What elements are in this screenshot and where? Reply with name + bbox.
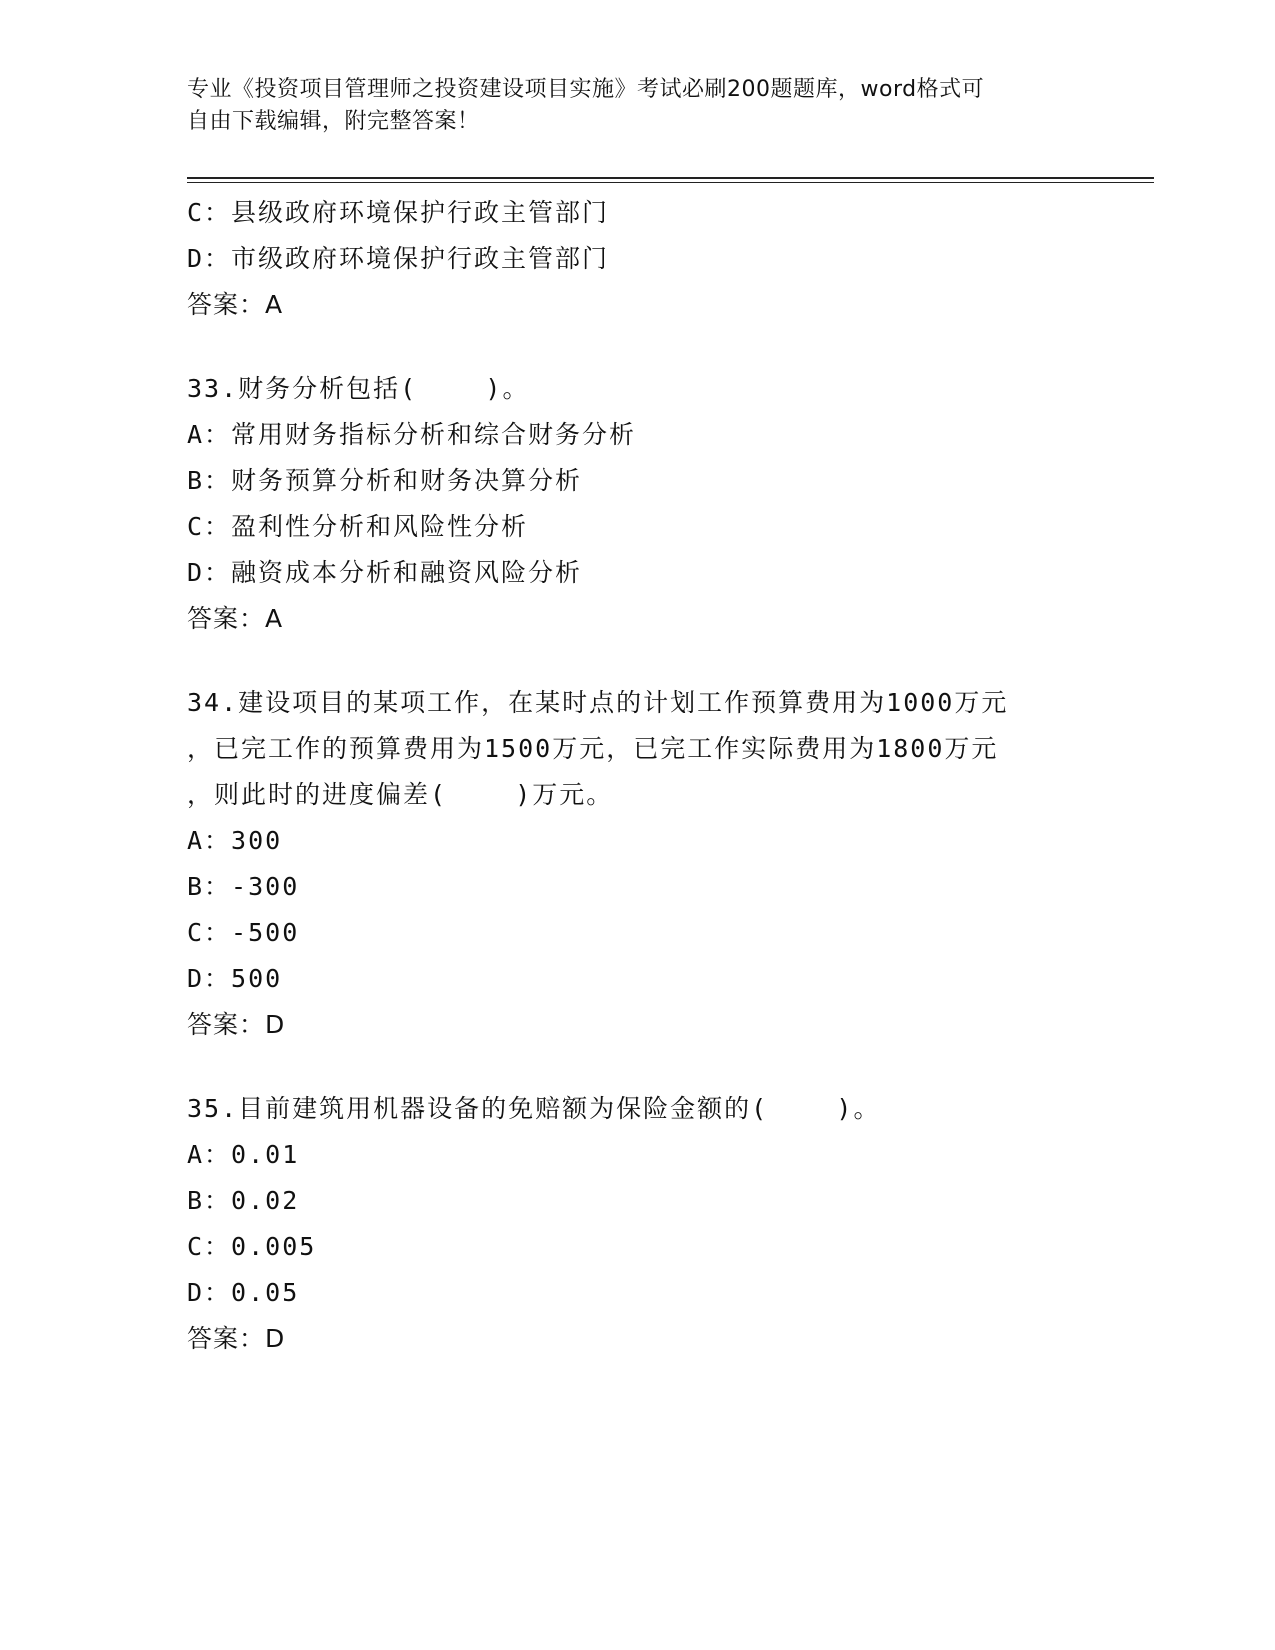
question-stem: 35.目前建筑用机器设备的免赔额为保险金额的( )。 (187, 1094, 881, 1123)
option-c: C：-500 (187, 918, 300, 947)
option-b: B：财务预算分析和财务决算分析 (187, 466, 583, 495)
question-35 (187, 1086, 1087, 1362)
question-list (187, 190, 1087, 1362)
question-34 (187, 680, 1087, 1048)
page-header (187, 74, 1067, 138)
question-32 (187, 190, 1087, 328)
option-d: D：500 (187, 964, 283, 993)
question-stem: 33.财务分析包括( )。 (187, 374, 530, 403)
option-a: A：常用财务指标分析和综合财务分析 (187, 420, 637, 449)
option-b: B：0.02 (187, 1186, 300, 1215)
option-b: B：-300 (187, 872, 300, 901)
question-stem-line-2: ，已完工作的预算费用为1500万元，已完工作实际费用为1800万元 (187, 734, 999, 763)
header-divider (187, 177, 1154, 183)
option-d: D：融资成本分析和融资风险分析 (187, 558, 583, 587)
question-stem-line-3: ，则此时的进度偏差( )万元。 (187, 780, 614, 809)
option-a: A：300 (187, 826, 283, 855)
spacer (187, 642, 1087, 680)
option-a: A：0.01 (187, 1140, 300, 1169)
spacer (187, 328, 1087, 366)
option-c: C：盈利性分析和风险性分析 (187, 512, 529, 541)
question-stem-line-1: 34.建设项目的某项工作，在某时点的计划工作预算费用为1000万元 (187, 688, 1009, 717)
question-33 (187, 366, 1087, 642)
answer-line: 答案：D (187, 1324, 286, 1353)
answer-line: 答案：A (187, 290, 284, 319)
header-line-1: 专业《投资项目管理师之投资建设项目实施》考试必刷200题题库，word格式可 (187, 77, 985, 102)
option-c: C：县级政府环境保护行政主管部门 (187, 198, 610, 227)
option-d: D：市级政府环境保护行政主管部门 (187, 244, 610, 273)
header-line-2: 自由下载编辑，附完整答案！ (187, 109, 480, 134)
option-c: C：0.005 (187, 1232, 317, 1261)
option-d: D：0.05 (187, 1278, 300, 1307)
answer-line: 答案：D (187, 1010, 286, 1039)
spacer (187, 1048, 1087, 1086)
answer-line: 答案：A (187, 604, 284, 633)
